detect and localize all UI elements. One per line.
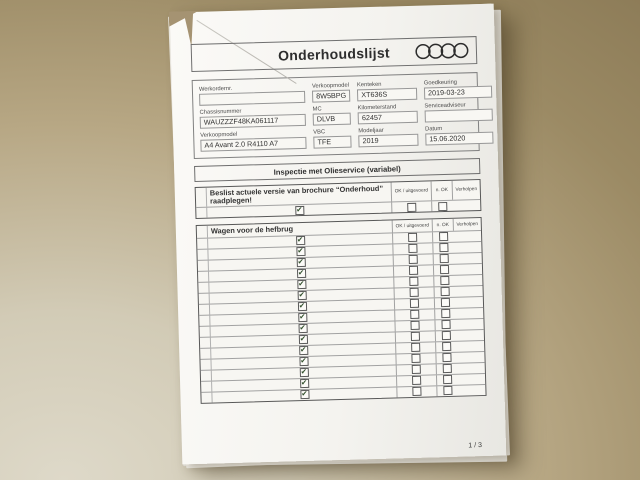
info-field <box>200 130 307 152</box>
checkbox-cell <box>397 386 437 397</box>
info-field <box>357 81 417 102</box>
field-value-box[interactable]: 2019 <box>358 134 418 148</box>
checkbox-ok-uitgevoerd[interactable]: ✔ <box>299 323 306 333</box>
field-value-box[interactable]: A4 Avant 2.0 R4110 A7 <box>200 137 306 152</box>
row-left-margin <box>199 315 210 325</box>
checkbox-ok-uitgevoerd[interactable]: ✔ <box>297 246 304 256</box>
checkbox-cell <box>392 202 432 213</box>
field-value-box[interactable]: 2019-03-23 <box>424 86 492 100</box>
checkbox-cell <box>435 286 456 297</box>
field-value-box[interactable]: TFE <box>313 136 351 149</box>
checkbox-ok-uitgevoerd[interactable]: ✔ <box>298 301 306 311</box>
checkbox-cell <box>397 364 437 375</box>
checkbox-verholpen[interactable] <box>442 342 451 351</box>
checkbox-ok-uitgevoerd[interactable]: ✔ <box>299 345 307 355</box>
table-title: Wagen voor de hefbrug <box>208 221 393 237</box>
checkbox-ok-uitgevoerd[interactable]: ✔ <box>300 378 308 388</box>
checkbox-verholpen[interactable] <box>440 265 449 274</box>
checkbox-verholpen[interactable] <box>441 298 450 307</box>
info-field <box>312 83 351 103</box>
checkbox-verholpen[interactable] <box>441 320 450 329</box>
checkbox-cell <box>393 232 433 243</box>
checkbox-n-ok[interactable] <box>410 321 419 330</box>
row-left-margin <box>200 359 211 369</box>
info-field <box>424 79 493 100</box>
checkbox-ok-uitgevoerd[interactable]: ✔ <box>300 367 308 377</box>
checkbox-cell <box>396 353 436 364</box>
checkbox-cell <box>434 275 455 286</box>
checkbox-cell <box>394 254 434 265</box>
checkbox-cell <box>435 297 456 308</box>
checkbox-n-ok[interactable] <box>408 233 417 242</box>
column-header: Verholpen <box>456 221 479 228</box>
row-left-margin <box>197 249 208 259</box>
checkbox-verholpen[interactable] <box>443 375 452 384</box>
checkbox-ok-uitgevoerd[interactable]: ✔ <box>301 389 308 399</box>
field-value-box[interactable] <box>425 109 493 123</box>
field-label: Chassisnummer <box>199 108 242 116</box>
checkbox-cell <box>395 287 435 298</box>
info-field <box>358 127 418 148</box>
checkbox-ok-uitgevoerd[interactable]: ✔ <box>300 356 307 366</box>
checkbox-verholpen[interactable] <box>441 309 450 318</box>
row-left-margin <box>198 282 209 292</box>
audi-rings-icon <box>414 41 471 66</box>
checkbox-n-ok[interactable] <box>409 255 418 264</box>
checkbox-ok-uitgevoerd[interactable]: ✔ <box>296 235 304 245</box>
checkbox-verholpen[interactable] <box>442 353 451 362</box>
row-left-margin <box>201 381 212 391</box>
field-label: Modeljaar <box>358 127 384 135</box>
info-field <box>199 84 306 106</box>
checkbox-n-ok[interactable] <box>410 288 419 297</box>
row-left-margin <box>196 188 208 208</box>
page-title: Onderhoudslijst <box>277 44 391 64</box>
info-field <box>425 125 494 146</box>
column-header: n. OK <box>432 181 454 201</box>
row-left-margin <box>200 348 211 358</box>
checkbox-cell <box>396 342 436 353</box>
checkbox-verholpen[interactable] <box>439 243 448 252</box>
row-left-margin <box>197 226 208 238</box>
checkbox-cell <box>394 265 434 276</box>
field-value-box[interactable]: 15.06.2020 <box>425 132 493 146</box>
checkbox-n-ok[interactable] <box>407 203 416 212</box>
field-value-box[interactable]: 62457 <box>358 111 418 125</box>
checkbox-n-ok[interactable] <box>410 299 419 308</box>
info-field <box>424 102 493 123</box>
field-label: Kenteken <box>356 81 382 89</box>
field-label: Serviceadviseur <box>424 102 466 110</box>
checkbox-verholpen[interactable] <box>439 232 448 241</box>
field-value-box[interactable]: DLVB <box>313 113 351 126</box>
checkbox-ok-uitgevoerd[interactable]: ✔ <box>297 257 305 267</box>
checkbox-n-ok[interactable] <box>411 354 420 363</box>
checkbox-ok-uitgevoerd[interactable]: ✔ <box>296 204 303 215</box>
checkbox-ok-uitgevoerd[interactable]: ✔ <box>299 334 307 344</box>
field-value-box[interactable]: 8W5BPG <box>312 90 350 103</box>
checkbox-cell <box>436 330 457 341</box>
checkbox-n-ok[interactable] <box>409 277 418 286</box>
column-header: Verholpen <box>455 187 478 193</box>
page-number: 1 / 3 <box>468 442 483 450</box>
info-field <box>313 129 352 149</box>
checkbox-ok-uitgevoerd[interactable]: ✔ <box>298 279 305 289</box>
checkbox-n-ok[interactable] <box>412 376 421 385</box>
row-left-margin <box>201 392 212 402</box>
checkbox-cell <box>435 308 456 319</box>
vehicle-info-grid <box>192 72 480 159</box>
info-field <box>358 104 418 125</box>
maintenance-checklist-page <box>170 4 506 465</box>
checkbox-cell <box>393 243 433 254</box>
checkbox-cell <box>396 331 436 342</box>
checkbox-verholpen[interactable] <box>442 331 451 340</box>
checkbox-n-ok[interactable] <box>412 365 421 374</box>
checkbox-cell <box>433 231 454 242</box>
field-label: VBC <box>313 129 326 136</box>
table-title: Beslist actuele versie van brochure “Onderhoud” raadplegen! <box>207 182 392 207</box>
column-header: n. OK <box>433 219 454 231</box>
checkbox-cell <box>437 385 458 396</box>
checkbox-verholpen[interactable] <box>443 386 452 395</box>
field-value-box[interactable]: WAUZZZF48KA061117 <box>200 114 306 129</box>
lift-check-table <box>196 217 487 403</box>
row-left-margin <box>200 326 211 336</box>
checkbox-ok-uitgevoerd[interactable]: ✔ <box>298 290 305 300</box>
checkbox-ok-uitgevoerd[interactable]: ✔ <box>297 268 305 278</box>
field-label: MC <box>312 106 322 113</box>
field-label: Kilometerstand <box>357 104 397 112</box>
checkbox-cell <box>395 309 435 320</box>
row-left-margin <box>200 337 211 347</box>
field-label: Werkordernr. <box>198 85 233 93</box>
row-left-margin <box>201 370 212 380</box>
checkbox-cell <box>433 242 454 253</box>
row-left-margin <box>198 260 209 270</box>
checkbox-cell <box>394 276 434 287</box>
checkbox-n-ok[interactable] <box>411 343 420 352</box>
row-left-margin <box>198 271 209 281</box>
checkbox-cell <box>397 375 437 386</box>
checkbox-cell <box>395 298 435 309</box>
checkbox-verholpen[interactable] <box>440 276 449 285</box>
checkbox-cell <box>437 363 458 374</box>
checkbox-verholpen[interactable] <box>440 254 449 263</box>
checkbox-n-ok[interactable] <box>408 244 417 253</box>
row-left-margin <box>199 293 210 303</box>
section-title: Inspectie met Olieservice (variabel) <box>194 158 480 182</box>
row-left-margin <box>199 304 210 314</box>
field-label: Goedkeuring <box>423 79 458 87</box>
info-field <box>199 107 306 129</box>
checkbox-cell <box>395 320 435 331</box>
checkbox-verholpen[interactable] <box>443 364 452 373</box>
document-header <box>191 36 478 72</box>
column-header: OK / uitgevoerd <box>392 181 433 202</box>
checkbox-cell <box>432 201 453 212</box>
checkbox-cell <box>437 374 458 385</box>
row-left-margin <box>197 238 208 248</box>
checkbox-cell <box>435 319 456 330</box>
checkbox-ok-uitgevoerd[interactable]: ✔ <box>299 312 306 322</box>
field-value-box[interactable]: XT636S <box>357 88 417 102</box>
column-header: OK / uitgevoerd <box>393 220 433 232</box>
checkbox-n-ok[interactable] <box>411 332 420 341</box>
checkbox-cell <box>434 264 455 275</box>
field-label: Datum <box>425 126 443 133</box>
info-field <box>313 106 352 126</box>
checkbox-verholpen[interactable] <box>438 202 447 211</box>
checkbox-cell <box>436 352 457 363</box>
checkbox-n-ok[interactable] <box>409 266 418 275</box>
field-label: Verkoopmodel <box>311 82 350 90</box>
row-left-margin <box>196 208 207 218</box>
advice-check-table <box>195 179 482 219</box>
field-label: Verkoopmodel <box>200 131 238 139</box>
checkbox-n-ok[interactable] <box>412 387 421 396</box>
checkbox-cell <box>436 341 457 352</box>
checkbox-n-ok[interactable] <box>410 310 419 319</box>
torn-notch <box>183 11 195 47</box>
checkbox-cell <box>434 253 455 264</box>
checkbox-verholpen[interactable] <box>441 287 450 296</box>
